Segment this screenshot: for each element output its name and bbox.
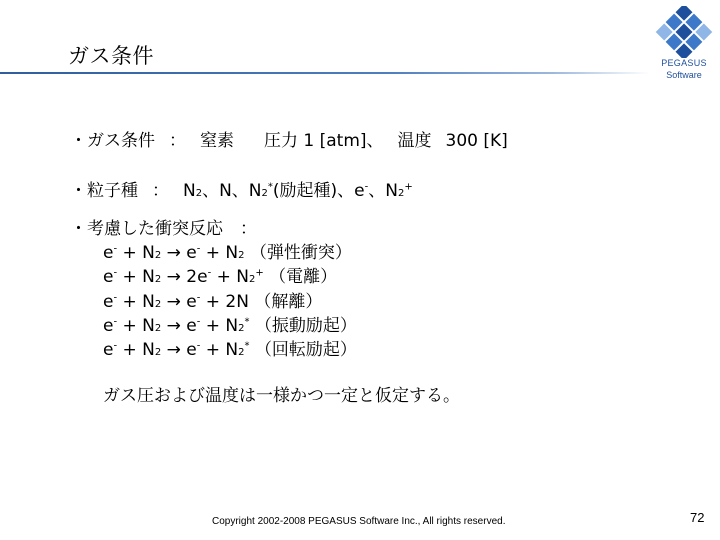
species-sep1: 、N、N (202, 181, 262, 201)
reactant-electron: e (103, 267, 114, 287)
product-sup: * (244, 316, 250, 328)
product-electron: e (197, 267, 208, 287)
product-electron: e (186, 340, 197, 360)
reactions-header: ・考慮した衝突反応 ： (70, 219, 257, 239)
species-star: * (267, 181, 273, 193)
product-electron: e (186, 243, 197, 263)
temperature-value: 300 [K] (445, 131, 508, 151)
reactant-electron: e (103, 292, 114, 312)
pegasus-logo (652, 6, 716, 90)
pressure-label: 圧力 (264, 131, 298, 151)
species-electron-minus: - (364, 181, 369, 193)
reactant-electron: e (103, 243, 114, 263)
reactant-n2: + N (117, 340, 155, 360)
reaction-type: （振動励起） (254, 316, 357, 336)
temperature-label: 温度 (397, 131, 432, 151)
reaction-type: （回転励起） (254, 340, 357, 360)
species-line (70, 176, 413, 201)
product-species: + N (200, 316, 239, 336)
reactant-sub: 2 (154, 274, 162, 285)
reactant-minus: - (113, 243, 118, 255)
product-species: + N (200, 340, 239, 360)
species-excited: (励起種)、e (272, 181, 365, 201)
gas-conditions-colon: ： (169, 131, 186, 151)
reaction-row (103, 311, 357, 336)
reactant-n2: + N (117, 292, 155, 312)
reactant-n2: + N (117, 243, 155, 263)
product-electron: e (186, 292, 197, 312)
species-n2: N (183, 181, 196, 201)
product-minus: - (196, 316, 201, 328)
product-sub: 2 (238, 347, 245, 358)
reaction-row (103, 262, 337, 287)
reactant-n2: + N (117, 267, 155, 287)
species-label: ・粒子種 (70, 181, 138, 201)
reactant-minus: - (113, 340, 118, 352)
reaction-arrow-icon: → (166, 243, 181, 263)
product-sub: 2 (238, 323, 245, 334)
product-minus: - (196, 243, 201, 255)
species-colon: ： (152, 181, 169, 201)
reactant-n2: + N (117, 316, 155, 336)
title-underline (0, 72, 650, 74)
reactant-sub: 2 (154, 250, 162, 261)
reactant-electron: e (103, 340, 114, 360)
product-species: + N (211, 267, 249, 287)
reaction-arrow-icon: → (166, 340, 181, 360)
reaction-arrow-icon: → (166, 316, 181, 336)
logo-sub: Software (666, 70, 702, 80)
product-minus: - (196, 340, 201, 352)
product-minus: - (196, 292, 201, 304)
species-n2-sub: 2 (195, 188, 203, 199)
assumption-note: ガス圧および温度は一様かつ一定と仮定する。 (103, 386, 460, 406)
species-ion-plus: + (404, 181, 413, 193)
species-sep2: 、N (368, 181, 398, 201)
reactant-minus: - (113, 292, 118, 304)
reaction-row (103, 287, 322, 312)
pressure-value: 1 [atm]、 (303, 131, 384, 151)
product-coef: 2 (186, 267, 198, 287)
logo-name: PEGASUS (661, 58, 707, 68)
logo-mark-icon (652, 6, 716, 58)
product-species: + 2N (200, 292, 249, 312)
gas-conditions-line (70, 126, 508, 151)
reactant-sub: 2 (154, 323, 162, 334)
reaction-row (103, 238, 352, 263)
reactant-sub: 2 (154, 299, 162, 310)
reactant-sub: 2 (154, 347, 162, 358)
product-sup: * (244, 340, 250, 352)
gas-conditions-label: ・ガス条件 (70, 131, 155, 151)
reaction-arrow-icon: → (166, 267, 181, 287)
product-species: + N (200, 243, 239, 263)
page-number: 72 (690, 510, 705, 525)
gas-name: 窒素 (200, 131, 234, 151)
reaction-row (103, 335, 357, 360)
species-ion-sub: 2 (397, 188, 405, 199)
reaction-arrow-icon: → (166, 292, 181, 312)
product-sub: 2 (238, 250, 245, 261)
product-electron: e (186, 316, 197, 336)
copyright-footer: Copyright 2002-2008 PEGASUS Software Inc., All rights reserved. (212, 516, 506, 527)
reaction-type: （弾性衝突） (249, 243, 352, 263)
product-sub: 2 (248, 274, 256, 285)
reactant-minus: - (113, 316, 118, 328)
reaction-type: （電離） (269, 267, 338, 287)
product-minus: - (207, 267, 212, 279)
reaction-type: （解離） (254, 292, 323, 312)
species-n2star-sub: 2 (261, 188, 268, 199)
product-sup: + (255, 267, 264, 279)
slide-title: ガス条件 (68, 44, 154, 68)
reactant-electron: e (103, 316, 114, 336)
reactant-minus: - (113, 267, 118, 279)
